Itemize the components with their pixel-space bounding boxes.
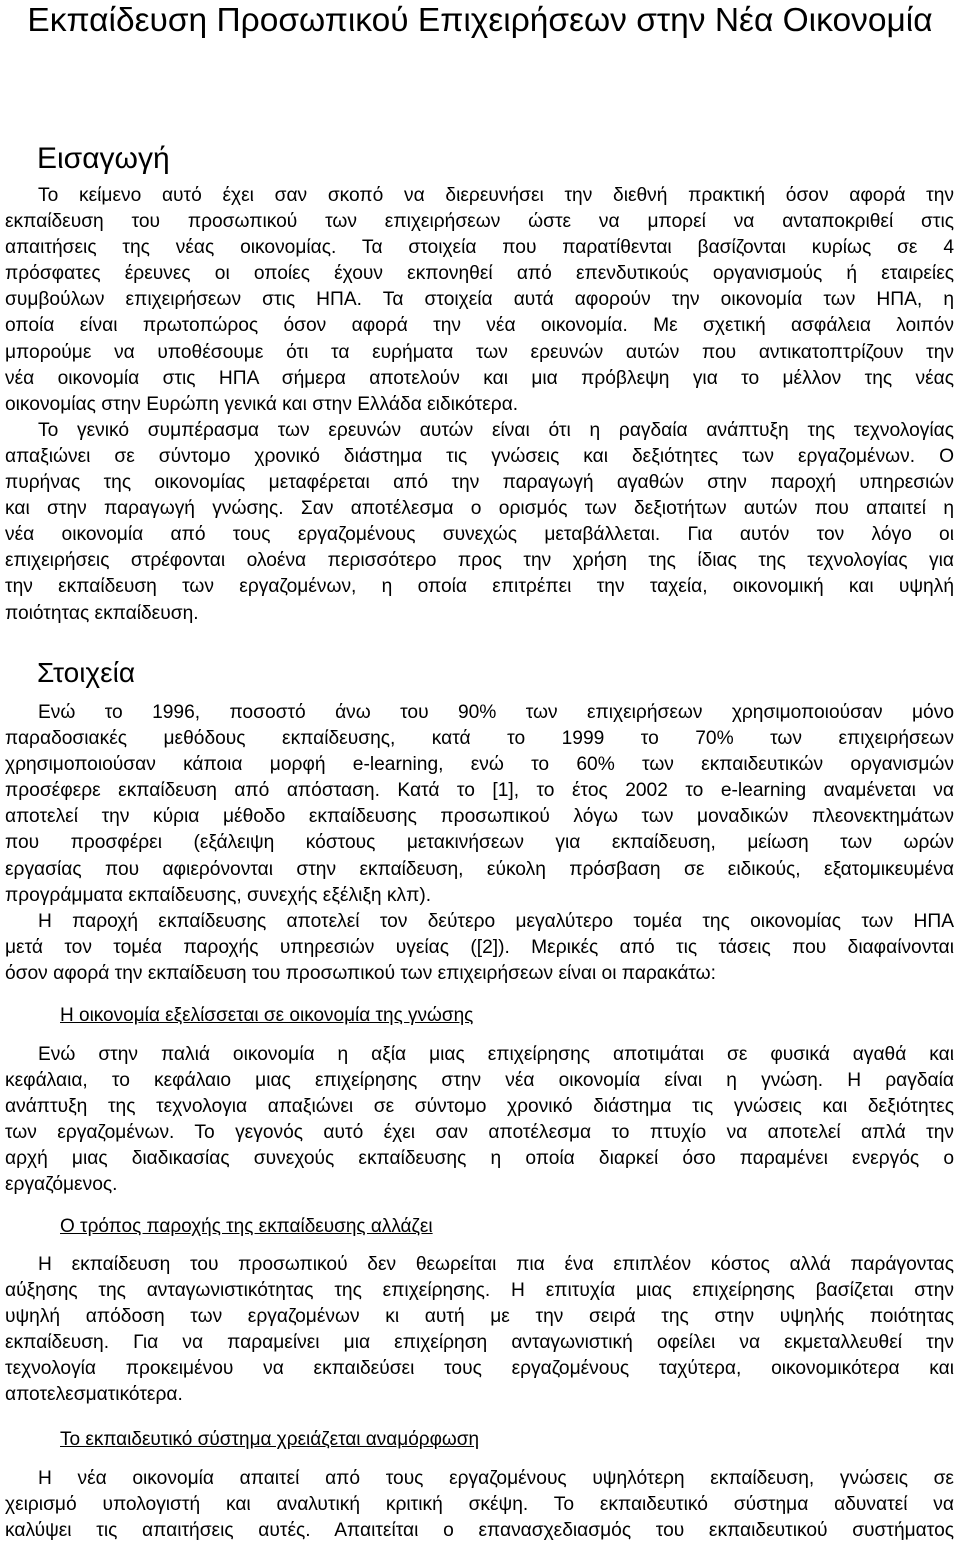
text-line: εκπαίδευση. Για να παραμείνει μια επιχείρηση ανταγωνιστική οφείλει να εκμεταλλευθεί την [5,1332,954,1354]
text-line: Η εκπαίδευση του προσωπικού δεν θεωρείται πια ένα επιπλέον κόστος αλλά παράγοντας [38,1254,954,1275]
text-line: Το γενικό συμπέρασμα των ερευνών αυτών είναι ότι η ραγδαία ανάπτυξη της τεχνολογίας [38,419,954,441]
subheading-education-reform: Το εκπαιδευτικό σύστημα χρειάζεται αναμόρφωση [60,1429,480,1450]
text-line: χρησιμοποιούσαν κάποια μορφή e-learning, ενώ το 60% των εκπαιδευτικών οργανισμών [5,754,954,776]
text-line: παραδοσιακές μεθόδους εκπαίδευσης, κατά το 1999 το 70% των επιχειρήσεων [5,728,954,750]
data-body [5,700,954,987]
text-line: Ενώ στην παλιά οικονομία η αξία μιας επιχείρησης αποτιμάται σε φυσικά αγαθά και [38,1044,954,1065]
document-title: Εκπαίδευση Προσωπικού Επιχειρήσεων στην Νέα Οικονομία [27,2,933,39]
text-line: τεχνολογία προκειμένου να εκπαιδεύσει τους εργαζομένους ταχύτερα, οικονομικότερα και [5,1358,954,1380]
text-line: αποτελεί την κύρια μέθοδο εκπαίδευσης προσωπικού λόγω των μοναδικών πλεονεκτημάτων [5,806,954,828]
text-line: Η νέα οικονομία απαιτεί από τους εργαζομένους υψηλότερη εκπαίδευση, γνώσεις σε [38,1468,954,1489]
text-line: εργαζόμενος. [5,1174,118,1196]
text-line: των εργαζομένων. Το γεγονός αυτό έχει σαν αποτέλεσμα το πτυχίο να αποτελεί απλά την [5,1122,954,1144]
text-line: προσέφερε εκπαίδευση από απόσταση. Κατά το [1], το έτος 2002 το e-learning αναμένεται να [5,780,954,802]
text-line: συμβούλων επιχειρήσεων στις ΗΠΑ. Τα στοιχεία αυτά αφορούν την οικονομία των ΗΠΑ, η [5,289,954,311]
text-line: αποτελεσματικότερα. [5,1384,183,1406]
text-line: αρχή μιας διαδικασίας συνεχούς εκπαίδευσης η οποία διαρκεί όσο παραμένει ενεργός ο [5,1148,954,1170]
text-line: όσον αφορά την εκπαίδευση του προσωπικού των επιχειρήσεων είναι οι παρακάτω: [5,962,716,984]
text-line: ποιότητας εκπαίδευση. [5,602,199,624]
text-line: πρόσφατες έρευνες οι οποίες έχουν εκπονηθεί από επενδυτικούς οργανισμούς ή εταιρείες [5,263,954,285]
text-line: χειρισμό υπολογιστή και αναλυτική κριτική σκέψη. Το εκπαιδευτικό σύστημα αδυνατεί να [5,1494,954,1516]
text-line: υψηλή απόδοση των εργαζομένων κι αυτή με την σειρά της στην υψηλής ποιότητας [5,1306,954,1328]
text-line: προγράμματα εκπαίδευσης, συνεχής εξέλιξη κλπ). [5,884,432,906]
section-heading-data: Στοιχεία [37,657,136,688]
introduction-body [5,183,954,627]
text-line: καλύψει τις απαιτήσεις αυτές. Απαιτείται ο επανασχεδιασμός του εκπαιδευτικού συστήματος [5,1520,954,1542]
text-line: την εκπαίδευση των εργαζομένων, η οποία επιτρέπει την ταχεία, οικονομική και υψηλή [5,576,954,598]
text-line: επιχειρήσεις στρέφονται ολοένα περισσότερο προς την χρήση της ίδιας της τεχνολογίας για [5,550,954,572]
text-line: ανάπτυξη της τεχνολογια απαξιώνει σε σύντομο χρονικό διάστημα τις γνώσεις και δεξιότητες [5,1096,954,1118]
text-line: Η παροχή εκπαίδευσης αποτελεί τον δεύτερο μεγαλύτερο τομέα της οικονομίας των ΗΠΑ [38,910,954,932]
text-line: οικονομίας στην Ευρώπη γενικά και στην Ελλάδα ειδικότερα. [5,393,519,415]
knowledge-economy-body [5,1042,954,1199]
text-line: κεφάλαια, το κεφάλαιο μιας επιχείρησης στην νέα οικονομία είναι η γνώση. Η ραγδαία [5,1070,954,1092]
subheading-knowledge-economy: Η οικονομία εξελίσσεται σε οικονομία της γνώσης [60,1005,474,1026]
text-line: και στην παραγωγή γνώσης. Σαν αποτέλεσμα ο ορισμός των δεξιοτήτων αυτών που απαιτεί η [5,498,954,520]
subheading-training-delivery: Ο τρόπος παροχής της εκπαίδευσης αλλάζει [60,1216,433,1237]
text-line: αύξησης της ανταγωνιστικότητας της επιχείρησης. Η επιτυχία μιας επιχείρησης βασίζεται στην [5,1280,954,1302]
education-reform-body [5,1466,954,1544]
text-line: νέα οικονομία από τους εργαζομένους συνεχώς μεταβάλλεται. Για αυτόν τον λόγο οι [5,524,954,546]
training-delivery-body [5,1252,954,1409]
text-line: μπορούμε να υποθέσουμε ότι τα ευρήματα των ερευνών αυτών που αντικατοπτρίζουν την [5,341,954,363]
text-line: Ενώ το 1996, ποσοστό άνω του 90% των επιχειρήσεων χρησιμοποιούσαν μόνο [38,702,954,723]
text-line: οποία είναι πρωτοπώρος όσον αφορά την νέα οικονομία. Με σχετική ασφάλεια λοιπόν [5,315,954,337]
section-heading-introduction: Εισαγωγή [37,142,170,175]
text-line: νέα οικονομία στις ΗΠΑ σήμερα αποτελούν και μια πρόβλεψη για το μέλλον της νέας [5,367,954,389]
text-line: εκπαίδευση του προσωπικού των επιχειρήσεων ώστε να μπορεί να ανταποκριθεί στις [5,211,954,233]
text-line: απαιτήσεις της νέας οικονομίας. Τα στοιχεία που παρατίθενται βασίζονται κυρίως σε 4 [5,237,954,259]
text-line: Το κείμενο αυτό έχει σαν σκοπό να διερευνήσει την διεθνή πρακτική όσον αφορά την [38,185,954,206]
text-line: απαξιώνει σε σύντομο χρονικό διάστημα τις γνώσεις και δεξιότητες των εργαζομένων. Ο [5,445,954,467]
text-line: εργασίας που αφιερόνονται στην εκπαίδευση, εύκολη πρόσβαση σε ειδικούς, εξατομικευμένα [5,858,954,880]
text-line: μετά τον τομέα παροχής υπηρεσιών υγείας ([2]). Μερικές από τις τάσεις που διαφαίνονται [5,936,954,958]
text-line: πυρήνας της οικονομίας μεταφέρεται από την παραγωγή αγαθών στην παροχή υπηρεσιών [5,472,954,494]
text-line: που προσφέρει (εξάλειψη κόστους μετακινήσεων για εκπαίδευση, μείωση των ωρών [5,832,954,854]
